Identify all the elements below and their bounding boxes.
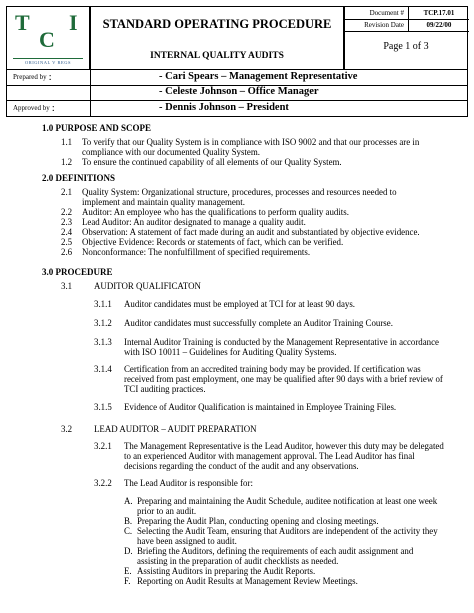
prepared-by-label-cell (7, 70, 91, 85)
list-letter: B. (124, 516, 133, 526)
prepared-by-row-2 (6, 85, 468, 101)
item-number: 3.1.1 (94, 299, 112, 309)
revision-date-label: Revision Date (345, 19, 409, 31)
approved-by-label: Approved by (13, 103, 50, 112)
logo-letter-c: C (39, 27, 55, 52)
revision-date-value: 09/22/00 (426, 21, 452, 29)
prepared-by-label: Prepared by (13, 73, 47, 82)
item-line: Internal Auditor Training is conducted by the Management Representative in accordance (124, 337, 439, 347)
section-heading-procedure: 3.0 PROCEDURE (42, 267, 113, 277)
logo-letter-t: T (15, 10, 30, 35)
item-number: 2.5 (61, 237, 73, 247)
item-line: To ensure the continued capability of all elements of our Quality System. (82, 157, 342, 167)
prepared-by-row-1 (6, 69, 468, 86)
item-line: to an experienced Auditor with management approval. The Lead Auditor has final (124, 451, 415, 461)
item-line: To verify that our Quality System is in compliance with ISO 9002 and that our processes are in (82, 137, 420, 147)
list-line: Assisting Auditors in preparing the Audit Reports. (137, 566, 316, 576)
item-number: 3.1.4 (94, 364, 112, 374)
logo-subtitle: ORIGINAL V REGS (25, 59, 71, 65)
item-line: Auditor candidates must be employed at TCI for at least 90 days. (124, 299, 356, 309)
signatory-3: - Dennis Johnson – President (159, 101, 289, 113)
item-number: 3.1.5 (94, 402, 112, 412)
item-line: Observation: A statement of fact made during an audit and substantiated by objective evidence. (82, 227, 420, 237)
page-number: Page 1 of 3 (383, 41, 429, 52)
item-line: Nonconformance: The nonfulfillment of specified requirements. (82, 247, 311, 257)
revision-date-row (345, 19, 469, 32)
item-line: The Lead Auditor is responsible for: (124, 478, 253, 488)
list-line: assisting in the preparation of audit checklists as needed. (137, 556, 339, 566)
item-number: 2.3 (61, 217, 73, 227)
list-letter: A. (124, 496, 133, 506)
item-number: 3.2.1 (94, 441, 112, 451)
approved-by-colon: : (51, 101, 55, 114)
item-line: Objective Evidence: Records or statements of fact, which can be verified. (82, 237, 344, 247)
item-line: compliance with our documented Quality System. (82, 147, 260, 157)
item-number: 3.2.2 (94, 478, 112, 488)
item-number: 1.1 (61, 137, 73, 147)
document-number-value: TCP.17.01 (423, 9, 455, 17)
item-number: 3.1.3 (94, 337, 112, 347)
item-line: TCI auditing practices. (124, 384, 206, 394)
approved-by-label-cell (7, 100, 91, 116)
subsection-title: LEAD AUDITOR – AUDIT PREPARATION (94, 424, 257, 434)
item-number: 2.6 (61, 247, 73, 257)
item-line: implement and maintain quality management. (82, 197, 245, 207)
item-line: Certification from an accredited training body may be provided. If certification was (124, 364, 421, 374)
item-number: 1.2 (61, 157, 73, 167)
list-letter: F. (124, 576, 131, 586)
item-line: with ISO 10011 – Guidelines for Auditing Quality Systems. (124, 347, 337, 357)
item-line: decisions regarding the conduct of the audit and any observations. (124, 461, 359, 471)
company-logo (6, 6, 90, 70)
title-block (90, 6, 344, 70)
subsection-number: 3.2 (61, 424, 73, 434)
list-line: Reporting on Audit Results at Management Review Meetings. (137, 576, 358, 586)
list-line: Preparing the Audit Plan, conducting opening and closing meetings. (137, 516, 379, 526)
list-line: Preparing and maintaining the Audit Schedule, auditee notification at least one week (137, 496, 438, 506)
document-info-block (344, 6, 468, 70)
list-line: have been assigned to audit. (137, 536, 237, 546)
list-letter: C. (124, 526, 133, 536)
section-heading-definitions: 2.0 DEFINITIONS (42, 173, 116, 183)
item-number: 2.1 (61, 187, 73, 197)
document-title: STANDARD OPERATING PROCEDURE (102, 17, 332, 31)
item-line: The Management Representative is the Lead Auditor, however this duty may be delegated (124, 441, 444, 451)
list-letter: D. (124, 546, 133, 556)
item-number: 3.1.2 (94, 318, 112, 328)
list-letter: E. (124, 566, 132, 576)
item-line: Evidence of Auditor Qualification is maintained in Employee Training Files. (124, 402, 397, 412)
list-line: prior to an audit. (137, 506, 197, 516)
list-line: Briefing the Auditors, defining the requirements of each audit assignment and (137, 546, 414, 556)
item-line: Quality System: Organizational structure, procedures, processes and resources needed to (82, 187, 397, 197)
approved-by-row (6, 100, 468, 117)
subsection-number: 3.1 (61, 281, 73, 291)
signatory-2: - Celeste Johnson – Office Manager (159, 86, 319, 98)
item-line: Lead Auditor: An auditor designated to manage a quality audit. (82, 217, 306, 227)
item-line: received from past employment, one may be qualified after 90 days with a brief review of (124, 374, 443, 384)
item-line: Auditor candidates must successfully complete an Auditor Training Course. (124, 318, 393, 328)
logo-letter-i: I (69, 10, 78, 35)
section-heading-purpose: 1.0 PURPOSE AND SCOPE (42, 123, 152, 133)
subsection-title: AUDITOR QUALIFICATON (94, 281, 201, 291)
item-line: Auditor: An employee who has the qualifications to perform quality audits. (82, 207, 349, 217)
prepared-by-colon: : (48, 71, 52, 84)
signatory-1: - Cari Spears – Management Representative (159, 71, 358, 83)
document-number-label: Document # (345, 7, 409, 19)
document-subtitle: INTERNAL QUALITY AUDITS (150, 51, 284, 61)
item-number: 2.4 (61, 227, 73, 237)
prepared-by-blank-cell (7, 85, 91, 100)
item-number: 2.2 (61, 207, 73, 217)
list-line: Selecting the Audit Team, ensuring that Auditors are independent of the activity they (137, 526, 438, 536)
document-header (6, 6, 468, 118)
